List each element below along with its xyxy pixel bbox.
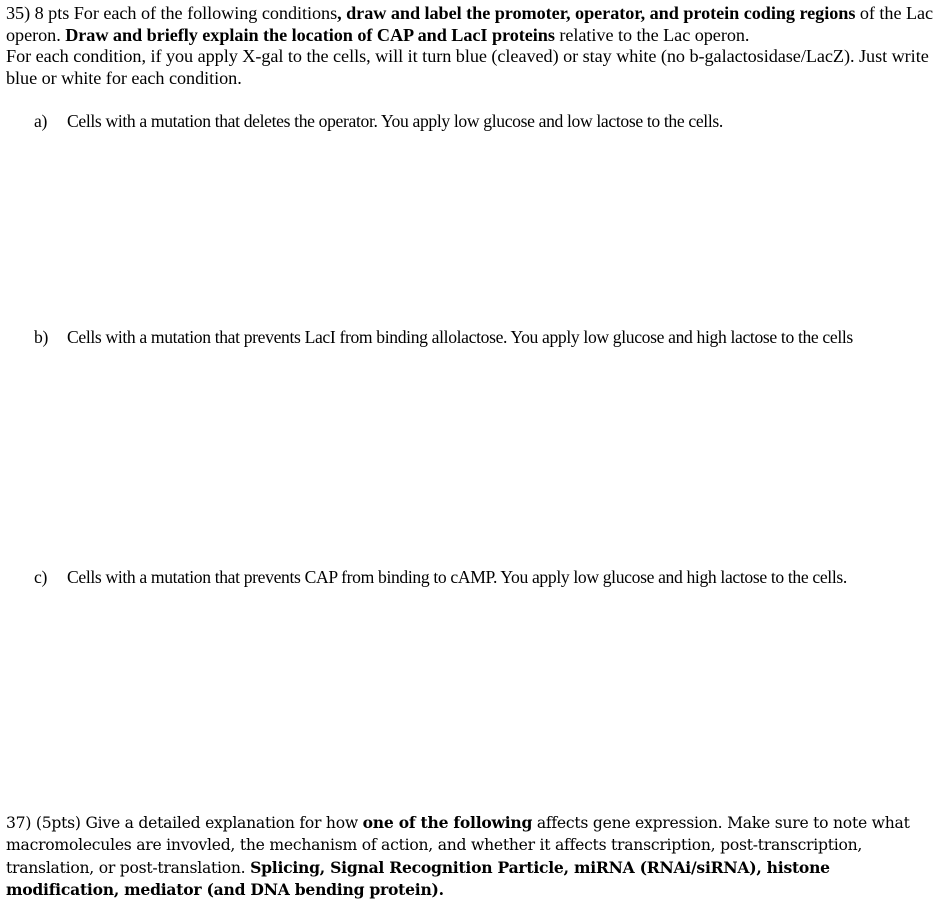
question-points: (5pts) [35, 814, 81, 832]
question-35-part-c [34, 567, 929, 589]
part-letter: a) [34, 111, 47, 131]
part-letter: c) [34, 567, 47, 587]
question-points: 8 pts [34, 3, 70, 23]
question-35-part-b [34, 327, 929, 349]
part-text: Cells with a mutation that deletes the operator. You apply low glucose and low lactose to the cells. [67, 111, 723, 131]
part-text: Cells with a mutation that prevents CAP from binding to cAMP. You apply low glucose and high lactose to the cells. [67, 567, 847, 587]
question-35-instruction: For each condition, if you apply X-gal to the cells, will it turn blue (cleaved) or stay white (no b-galactosidase/LacZ). Just write blue or white for each condition. [6, 46, 929, 88]
question-35-part-a [34, 111, 929, 133]
prompt-text: relative to the Lac operon. [554, 24, 750, 45]
prompt-text: of the Lac operon. [6, 3, 934, 45]
question-number: 35) [6, 3, 31, 23]
question-number: 37) [6, 814, 32, 832]
part-letter: b) [34, 327, 48, 347]
question-37 [6, 812, 934, 902]
topic-list: Splicing, Signal Recognition Particle, miRNA (RNAi/siRNA), histone modification, mediator (and DNA bending protein). [6, 857, 830, 900]
prompt-emphasis: , draw and label the promoter, operator, and protein coding regions [337, 3, 856, 23]
prompt-emphasis: Draw and briefly explain the location of CAP and LacI proteins [65, 24, 555, 45]
question-37-prompt [6, 812, 934, 902]
question-35-prompt [6, 3, 936, 46]
prompt-emphasis: one of the following [362, 813, 533, 832]
prompt-text: affects gene expression. Make sure to note what macromolecules are invovled, the mechanism of action, and whether it affects transcription, post-transcription, translation, or post-translation. [6, 814, 910, 877]
part-text: Cells with a mutation that prevents LacI from binding allolactose. You apply low glucose and high lactose to the cells [67, 327, 853, 347]
question-35 [6, 3, 936, 89]
prompt-text: Give a detailed explanation for how [80, 814, 363, 832]
prompt-text: For each of the following conditions [73, 3, 338, 23]
